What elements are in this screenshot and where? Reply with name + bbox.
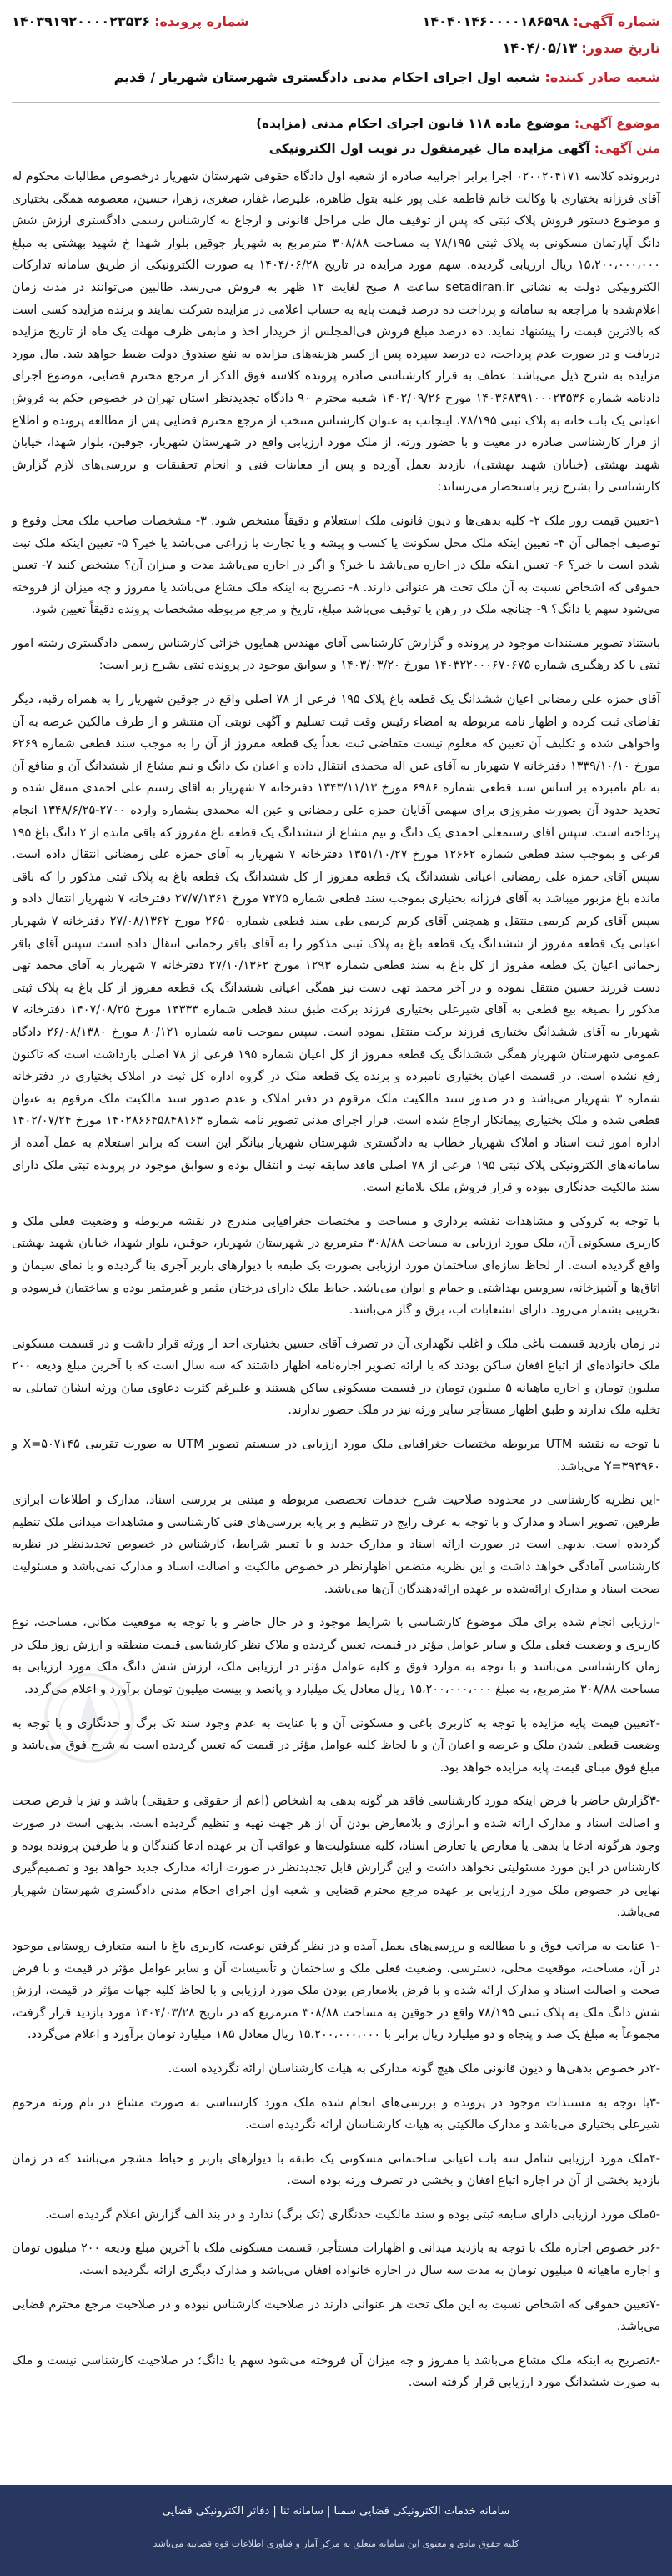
body-paragraph: -۳گزارش حاضر با فرض اینکه مورد کارشناسی فاقد هر گونه بدهی به اشخاص (اعم از حقوقی و حقیقی) باشد و نیز با فرض صحت و اصالت اسناد و مدارک ارائه شده و ابرازی و بلامعارض بودن آن از هر جهت تهیه و تنظیم گردیده است. بدیهی است در صورت وجود هرگونه ادعا یا بدهی یا معارض یا تعارض اسناد، کلیه مسئولیت‌ها و عواقب آن بر عهده ادعا کنندگان و یا طرفین پرونده بوده و کارشناس در این مورد مسئولیتی نخواهد داشت و این گزارش قابل تجدیدنظر در صورت ارائه مدارک جدید خواهد بود و تصمیم‌گیری نهایی در خصوص ملک مورد ارزیابی بر عهده مرجع محترم قضایی و شعبه اول اجرای احکام مدنی دادگستری شهرستان شهریار می‌باشد. xyxy=(12,1795,660,1920)
body-paragraph: با توجه به کروکی و مشاهدات نقشه برداری و مساحت و مختصات جغرافیایی مندرج در نقشه مربوطه و وضعیت فعلی ملک و کاربری مسکونی آن، ملک مورد ارزیابی به مساحت ۳۰۸/۸۸ مترمربع در شهرستان شهریار، جوقین، بلوار شهدا، خیابان شهید بهشتی واقع گردیده است. از لحاظ سازه‌ای ساختمان مورد ارزیابی بصورت یک طبقه با دیوارهای باربر آجری بنا گردیده و با نمای سیمان و اتاق‌ها و آشپزخانه، سرویس بهداشتی و حمام و ایوان می‌باشد. حیاط ملک دارای درختان مثمر و غیرمثمر بوده و ساختمان فرسوده و تخریبی بشمار می‌رود. دارای انشعابات آب، برق و گاز می‌باشد. xyxy=(12,1214,660,1318)
body-paragraph: -۱ عنایت به مراتب فوق و با مطالعه و بررسی‌های بعمل آمده و در نظر گرفتن نوعیت، کاربری باغ با ابنیه متعارف روستایی موجود در آن، مساحت، موقعیت محلی، دسترسی، وضعیت فعلی ملک و ساختمان و تأسیسات آن و سایر عوامل مؤثر در قیمت و با فرض صحت و اصالت اسناد و مدارک ارائه شده و با فرض بلامعارض بودن ملک مورد ارزیابی و با لحاظ کلیه جهات مؤثر در قیمت، ارزش شش دانگ ملک به پلاک ثبتی ۷۸/۱۹۵ واقع در جوقین به مساحت ۳۰۸/۸۸ مترمربع که در تاریخ ۱۴۰۴/۰۳/۲۸ مورد بازدید قرار گرفت، مجموعاً به مبلغ یک صد و پنجاه و دو میلیارد ریال برابر با ۱۵،۲۰۰،۰۰۰،۰۰۰ ریال معادل ۱۸۵ میلیارد تومان برآورد و اعلام می‌گردد. xyxy=(12,1939,661,2042)
issuing-branch-label: شعبه صادر کننده: xyxy=(544,69,660,85)
body-paragraph: باستناد تصویر مستندات موجود در پرونده و گزارش کارشناسی آقای مهندس همایون خزائی کارشناس رسمی دادگستری رشته امور ثبتی با کد رهگیری شماره ۱۴۰۳۲۲۰۰۰۶۷۰۶۷۵ مورخ ۱۴۰۳/۰۳/۲۰ و سوابق موجود در پرونده ثبتی بشرح زیر است: xyxy=(12,636,660,673)
body-paragraph: آقای حمزه علی رمضانی اعیان ششدانگ یک قطعه باغ پلاک ۱۹۵ فرعی از ۷۸ اصلی واقع در جوقین شهریار را به همراه رقبه، دیگر تقاضای ثبت کرده و اظهار نامه مربوطه به امضاء رئیس وقت ثبت تسلیم و آگهی نوبتی آن منتشر و از طرف مالکین عرصه به آن واخواهی شده و تکلیف آن تعیین که معلوم نیست متقاضی ثبت بعداً یک قطعه مفروز از آن را به موجب سند قطعی شماره ۶۲۶۹ مورخ ۱۳۳۹/۱۰/۱۰ دفترخانه ۷ شهریار به آقای عین اله محمدی انتقال داده و اعیان یک دانگ و نیم مشاع از ششدانگ آن و منافع آن به نام نامبرده بر اساس سند قطعی شماره ۶۹۸۶ مورخ ۱۳۴۳/۱۱/۱۳ دفترخانه ۷ شهریار به آقای رستم علی احمدی منتقل شده و تحدید حدود آن بصورت مفروزی برای سهمی آقایان حمزه علی رمضانی و عین اله محمدی بشماره وارده ۲۷۰۰-۱۳۴۸/۶/۲۵ انجام پرداخته است. سپس آقای رستمعلی احمدی یک دانگ و نیم مشاع از ششدانگ یک قطعه باغ مفروز که باقی مانده از ۲ دانگ باغ ۱۹۵ فرعی و بموجب سند قطعی شماره ۱۲۶۶۲ مورخ ۱۳۵۱/۱۰/۲۷ دفترخانه ۷ شهریار به آقای حمزه علی رمضانی انتقال داده است. سپس آقای حمزه علی رمضانی اعیانی ششدانگ یک قطعه مفروز از کل ششدانگ یک قطعه باغ به پلاک ثبتی مذکور را که باقی مانده باغ مزبور میباشد به آقای فرزانه بختیاری بموجب سند قطعی شماره ۷۴۷۵ مورخ ۲۷/۷/۱۳۶۱ دفترخانه ۷ شهریار انتقال داده و سپس آقای کریم کریمی منتقل و همچنین آقای کریم کریمی طی سند قطعی شماره ۲۶۵۰ مورخ ۲۷/۰۸/۱۳۶۲ دفترخانه ۷ شهریار اعیانی یک قطعه مفروز از ششدانگ یک قطعه باغ به پلاک ثبتی مذکور را به آقای باقر رحمانی انتقال داده است سپس آقای باقر رحمانی اعیان یک قطعه مفروز از کل باغ به سند قطعی شماره ۱۲۹۳ مورخ ۲۷/۱۰/۱۳۶۲ دفترخانه ۷ شهریار به آقای محمد تهی دست فرزند حسین منتقل نموده و در آخر محمد تهی دست نیز همگی اعیانی ششدانگ یک قطعه مفروز از کل باغ به پلاک ثبتی مذکور را بصیغه بیع قطعی به آقای شیرعلی بختیاری فرزند برکت طبق سند قطعی شماره ۱۴۳۳۳ مورخ ۱۴۰۷/۰۸/۲۵ دفترخانه ۷ شهریار به آقای ششدانگ بختیاری فرزند برکت منتقل نموده است. سپس بموجب نامه شماره ۸۰/۱۲۱ مورخ ۲۶/۰۸/۱۳۸۰ دادگاه عمومی شهرستان شهریار همگی ششدانگ یک قطعه مفروز از کل اعیان شماره ۱۹۵ فرعی از ۷۸ اصلی بازداشت است که تاکنون رفع نشده است. در قسمت اعیان بختیاری نامبرده و برنده یک قطعه ملک در گروه اداره کل ثبت در املاک بختیاری در دفترخانه شماره ۳ شهریار می‌باشد و در صدور سند مالکیت ملک مرقوم در دفتر املاک و عدم صدور سند مالکیت ملک مرقوم به عنوان قطعی شده و ملک بختیاری پیمانکار ارجاع شده است. قرار اجرای مدنی تصویر نامه شماره ۱۴۰۲۸۶۶۴۵۸۴۸۱۶۳ مورخ ۱۴۰۲/۰۷/۲۴ اداره امور ثبت اسناد و املاک شهریار خطاب به دادگستری شهرستان شهریار بیانگر این است که برابر استعلام به عمل آمده از سامانه‌های الکترونیکی پلاک ثبتی ۱۹۵ فرعی از ۷۸ اصلی فاقد سابقه ثبت و انتقال بوده و سوابق موجود در پرونده ثبتی ملک دارای سند مالکیت حدنگاری نبوده و قرار فروش ملک بلامانع است. xyxy=(12,693,661,1195)
issue-date xyxy=(503,35,661,62)
header-row-1 xyxy=(12,8,660,35)
body-paragraph: -۷تعیین حقوقی که اشخاص نسبت به این ملک تحت هر عنوانی دارند در صلاحیت کارشناس نبوده و در صلاحیت مرجع محترم قضایی می‌باشد. xyxy=(12,2297,660,2334)
notice-subject xyxy=(12,111,660,136)
body-paragraph: دربرونده کلاسه ۰۲۰۰۲۰۴۱۷۱ اجرا برابر اجراییه صادره از شعبه اول دادگاه حقوقی شهرستان شهریار درخصوص مطالبات محکوم له آقای فرزانه بختیاری با وکالت خانم فاطمه علی پور علیه بتول طاهره، علیرضا، غفار، صغری، زهرا، حسین، معصومه همگی بختیاری و موضوع دستور فروش پلاک ثبتی که پس از توقیف مال طی مراحل قانونی و ارجاع به کارشناس رسمی دادگستری ارزش شش دانگ آپارتمان مسکونی به پلاک ثبتی ۷۸/۱۹۵ به مساحت ۳۰۸/۸۸ مترمربع به شهریار جوقین بلوار شهدا خ شهید بهشتی به مبلغ ۱۵،۲۰۰،۰۰۰،۰۰۰ ریال ارزیابی گردیده. سهم مورد مزایده در تاریخ ۱۴۰۴/۰۶/۲۸ به صورت الکترونیکی از طریق سامانه تدارکات الکترونیکی دولت به نشانی setadiran.ir ساعت ۸ صبح لغایت ۱۲ ظهر به فروش می‌رسد. طالبین می‌توانند در مدت زمان اعلام‌شده با مراجعه به سامانه و پرداخت ده درصد قیمت پایه به حساب اعلامی در مزایده شرکت نمایند و برنده مزایده کسی است که بالاترین قیمت را پیشنهاد نماید. ده درصد مبلغ فروش فی‌المجلس از خریدار اخذ و مابقی ظرف مهلت یک ماه از تاریخ مزایده دریافت و در صورت عدم پرداخت، ده درصد سپرده پس از کسر هزینه‌های مزایده به نفع صندوق دولت ضبط خواهد شد. مال مورد مزایده به شرح ذیل می‌باشد: عطف به قرار کارشناسی صادره پرونده کلاسه فوق الذکر از مرجع محترم قضایی، موضوع اجرای دادنامه شماره ۱۴۰۳۶۸۳۹۱۰۰۰۲۳۵۳۶ مورخ ۱۴۰۲/۰۹/۲۶ شعبه محترم ۹۰ دادگاه تجدیدنظر استان تهران در خصوص حکم به فروش اعیانی یک باب خانه به پلاک ثبتی ۷۸/۱۹۵، اینجانب به عنوان کارشناس منتخب از مرجع محترم قضایی پس از مطالعه پرونده و اطلاع از قرار کارشناسی صادره در معیت و با حضور ورثه، از ملک مورد ارزیابی واقع در شهرستان شهریار، جوقین، بلوار شهدا، خیابان شهید بهشتی (خیابان شهید بهشتی)، بازدید بعمل آورده و پس از معاینات فنی و انجام تحقیقات و بررسی‌های لازم گزارش کارشناسی را بشرح زیر باستحضار می‌رساند: xyxy=(12,170,660,495)
footer-copyright: کلیه حقوق مادی و معنوی این سامانه متعلق به مرکز آمار و فناوری اطلاعات قوه قضاییه می‌باشد xyxy=(153,2538,519,2549)
notice-document xyxy=(12,8,660,2394)
notice-subject-label: موضوع آگهی: xyxy=(574,116,660,131)
body-paragraph: ۱-تعیین قیمت روز ملک ۲- کلیه بدهی‌ها و دیون قانونی ملک استعلام و دقیقاً مشخص شود. ۳- مشخصات صاحب ملک محل وقوع و توصیف اجمالی آن ۴- تعیین اینکه ملک محل سکونت یا کسب و پیشه و یا تجارت یا زراعی می‌باشد یا خیر؟ ۵- تعیین اینکه ملک ثبت شده است یا خیر؟ ۶- تعیین اینکه ملک در اجاره می‌باشد یا خیر؟ و اگر در اجاره می‌باشد مدت و میزان آن؟ مشخص کنید ۷- تعیین حقوقی که اشخاص نسبت به آن ملک تحت هر عنوانی دارند. ۸- تصریح به اینکه ملک مشاع می‌باشد یا مفروز و چه میزان از فروخته می‌شود سهم یا دانگ؟ ۹- چنانچه ملک در رهن یا توقیف می‌باشد مبلغ، تاریخ و مرجع مربوطه مشخصات پرونده دقیقاً تعیین شود. xyxy=(12,514,661,617)
body-paragraph: -۸تصریح به اینکه ملک مشاع می‌باشد یا مفروز و چه میزان آن فروخته می‌شود سهم یا دانگ؛ در صلاحیت کارشناسی نیست و ملک به صورت ششدانگ مورد ارزیابی قرار گرفته است. xyxy=(12,2353,660,2390)
body-paragraph: -۲در خصوص بدهی‌ها و دیون قانونی ملک هیچ گونه مدارکی به هیات کارشناسان ارائه نگردیده است. xyxy=(168,2061,660,2076)
notice-number xyxy=(422,8,660,35)
header-row-2 xyxy=(12,35,660,62)
issuing-branch xyxy=(12,65,660,90)
header-divider xyxy=(12,102,660,103)
body-paragraph: -ارزیابی انجام شده برای ملک موضوع کارشناسی با شرایط موجود و در حال حاضر و با توجه به موقعیت مکانی، مساحت، نوع کاربری و وضعیت فعلی ملک و سایر عوامل مؤثر در قیمت، تعیین گردیده و ملاک نظر کارشناسی قیمت منطقه و ارزش روز ملک در زمان کارشناسی می‌باشد و با توجه به موارد فوق و کلیه عوامل مؤثر در ارزیابی ملک، ارزش شش دانگ ملک مورد ارزیابی به مساحت ۳۰۸/۸۸ مترمربع، به مبلغ ۱۵،۲۰۰،۰۰۰،۰۰۰ ریال معادل یک میلیارد و پانصد و بیست میلیون تومان برآورد و اعلام می‌گردد. xyxy=(12,1616,660,1696)
file-number xyxy=(12,8,249,35)
notice-title xyxy=(12,136,660,161)
file-number-label: شماره پرونده: xyxy=(154,13,249,29)
notice-title-label: متن آگهی: xyxy=(594,141,660,156)
body-paragraph: -۲تعیین قیمت پایه مزایده با توجه به کاربری باغی و مسکونی آن و با عنایت به عدم وجود سند تک برگ و حدنگاری و با توجه به وضعیت قطعی شدن ملک و عرصه و اعیان آن و با لحاظ کلیه عوامل مؤثر در قیمت که تعیین گردیده است به شرح فوق می‌باشد و مبلغ فوق مبنای قیمت پایه مزایده خواهد بود. xyxy=(12,1716,660,1775)
body-paragraph: -این نظریه کارشناسی در محدوده صلاحیت شرح خدمات تخصصی مربوطه و مبتنی بر بررسی اسناد، مدارک و اطلاعات ابرازی طرفین، تصویر اسناد و مدارک و با توجه به عرف رایج در تنظیم و بر پایه بررسی‌های فنی کارشناسی و مشاهدات میدانی ملک تنظیم گردیده است. بدیهی است در صورت ارائه اسناد و مدارک جدید و یا تغییر شرایط، کارشناس در خصوص تجدیدنظر در نظریه کارشناسی آمادگی خواهد داشت و این نظریه متضمن اظهارنظر در خصوص مالکیت و اصالت اسناد و مدارک نمی‌باشد و مسئولیت صحت اسناد و مدارک ارائه‌شده بر عهده ارائه‌دهندگان آن‌ها می‌باشد. xyxy=(12,1494,660,1596)
notice-body xyxy=(12,166,660,2394)
notice-number-label: شماره آگهی: xyxy=(573,13,660,29)
body-paragraph: -۴ملک مورد ارزیابی شامل سه باب اعیانی ساختمانی مسکونی یک طبقه با دیوارهای باربر و حیاط مشجر می‌باشد که در زمان بازدید بخشی از آن در اجاره اتباع افغان و بخشی در تصرف ورثه بوده است. xyxy=(12,2152,660,2188)
site-footer xyxy=(0,2485,672,2576)
issue-date-value: ۱۴۰۴/۰۵/۱۳ xyxy=(502,40,578,56)
body-paragraph: -۶در خصوص اجاره ملک با توجه به بازدید میدانی و اظهارات مستأجر، قسمت مسکونی ملک با آخرین مبلغ ودیعه ۲۰۰ میلیون تومان و اجاره ماهیانه ۵ میلیون تومان به مدت سه سال در اجاره خانواده افغان می‌باشد و مدارک دیگری ارائه نگردیده است. xyxy=(12,2242,660,2278)
notice-number-value: ۱۴۰۴۰۱۴۶۰۰۰۰۱۸۶۵۹۸ xyxy=(422,13,569,29)
body-paragraph: -۳با توجه به مستندات موجود در پرونده و بررسی‌های انجام شده ملک مورد کارشناسی به صورت مشاع در نام ورثه مرحوم شیرعلی بختیاری می‌باشد و مدارک مالکیتی به هیات کارشناسان ارائه نگردیده است. xyxy=(12,2096,660,2132)
file-number-value: ۱۴۰۳۹۱۹۲۰۰۰۰۲۳۵۳۶ xyxy=(12,13,151,29)
notice-subject-value: موضوع ماده ۱۱۸ قانون اجرای احکام مدنی (مزایده) xyxy=(256,116,570,131)
footer-system-name: سامانه خدمات الکترونیکی قضایی‌ سمنا | سامانه ثنا | دفاتر الکترونیکی قضایی xyxy=(162,2505,510,2518)
notice-title-value: آگهی مزایده مال غیرمنقول در نوبت اول الکترونیکی xyxy=(268,141,590,156)
body-paragraph: در زمان بازدید قسمت باغی ملک و اغلب نگهداری آن در تصرف آقای حسین بختیاری احد از ورثه قرار داشت و در قسمت مسکونی ملک خانواده‌ای از اتباع افغان ساکن بودند که با ارائه تصویر اجاره‌نامه اظهار داشتند که سه سال است که با آخرین مبلغ ودیعه ۲۰۰ میلیون تومان و اجاره ماهیانه ۵ میلیون تومان در قسمت مسکونی ساکن هستند و علیرغم کثرت دعاوی میان ورثه ایشان تمایلی به تخلیه ملک ندارند و طبق اظهار مستأجر سایر ورثه نیز در ملک حضور ندارند. xyxy=(12,1337,661,1418)
issuing-branch-value: شعبه اول اجرای احکام مدنی دادگستری شهرستان شهریار / قدیم xyxy=(113,69,540,85)
issue-date-label: تاریخ صدور: xyxy=(581,40,660,56)
body-paragraph: -۵ملک مورد ارزیابی دارای سابقه ثبتی بوده و سند مالکیت حدنگاری (تک برگ) ندارد و در بند الف گزارش اعلام گردیده است. xyxy=(45,2207,660,2222)
body-paragraph: با توجه به نقشه UTM مربوطه مختصات جغرافیایی ملک مورد ارزیابی در سیستم تصویر UTM به صورت تقریبی X=۵۰۷۱۴۵ و Y=۳۹۳۹۶۰ می‌باشد. xyxy=(12,1438,661,1474)
